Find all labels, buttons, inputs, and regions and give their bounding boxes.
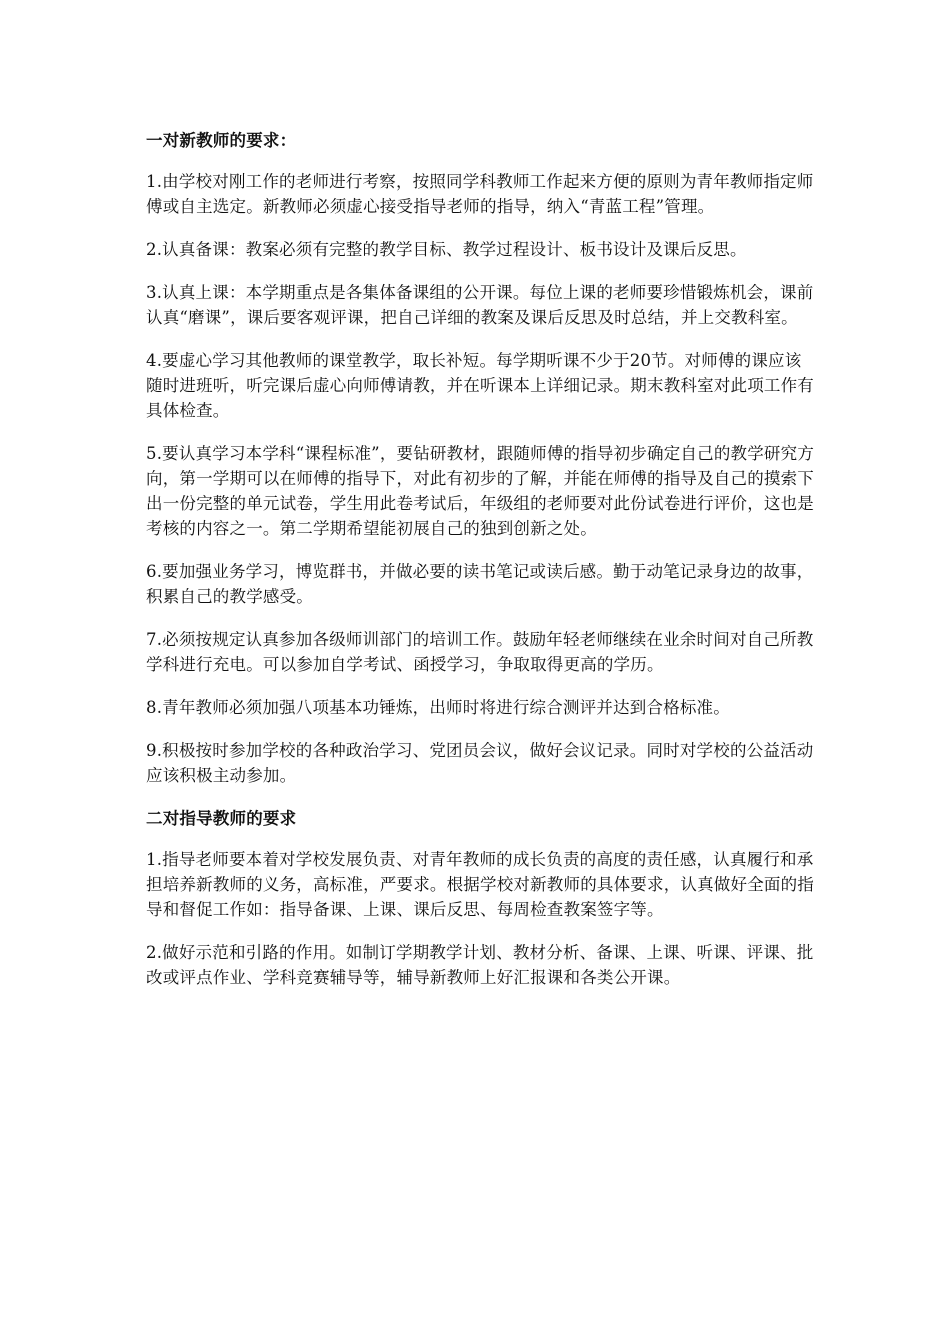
paragraph: 7.必须按规定认真参加各级师训部门的培训工作。鼓励年轻老师继续在业余时间对自己所教学科进行充电。可以参加自学考试、函授学习，争取取得更高的学历。 <box>146 630 814 674</box>
paragraph: 1.指导老师要本着对学校发展负责、对青年教师的成长负责的高度的责任感，认真履行和承担培养新教师的义务，高标准，严要求。根据学校对新教师的具体要求，认真做好全面的指导和督促工作如：指导备课、上课、课后反思、每周检查教案签字等。 <box>146 850 814 919</box>
paragraph: 5.要认真学习本学科“课程标准”，要钻研教材，跟随师傅的指导初步确定自己的教学研究方向，第一学期可以在师傅的指导下，对此有初步的了解，并能在师傅的指导及自己的摸索下出一份完整的单元试卷，学生用此卷考试后，年级组的老师要对此份试卷进行评价，这也是考核的内容之一。第二学期希望能初展自己的独到创新之处。 <box>146 444 815 538</box>
section-heading: 二对指导教师的要求 <box>146 809 297 828</box>
section-mentor-teachers <box>146 806 814 990</box>
paragraph: 3.认真上课：本学期重点是各集体备课组的公开课。每位上课的老师要珍惜锻炼机会，课前认真“磨课”，课后要客观评课，把自己详细的教案及课后反思及时总结，并上交教科室。 <box>146 283 814 327</box>
paragraph: 8.青年教师必须加强八项基本功锤炼，出师时将进行综合测评并达到合格标准。 <box>146 698 730 717</box>
paragraph: 2.认真备课：教案必须有完整的教学目标、教学过程设计、板书设计及课后反思。 <box>146 240 747 259</box>
section-new-teachers <box>146 128 814 788</box>
paragraph: 2.做好示范和引路的作用。如制订学期教学计划、教材分析、备课、上课、听课、评课、批改或评点作业、学科竞赛辅导等，辅导新教师上好汇报课和各类公开课。 <box>146 943 814 987</box>
paragraph: 4.要虚心学习其他教师的课堂教学，取长补短。每学期听课不少于20节。对师傅的课应该随时进班听，听完课后虚心向师傅请教，并在听课本上详细记录。期末教科室对此项工作有具体检查。 <box>146 351 814 420</box>
paragraph: 9.积极按时参加学校的各种政治学习、党团员会议，做好会议记录。同时对学校的公益活动应该积极主动参加。 <box>146 741 814 785</box>
section-heading: 一对新教师的要求： <box>146 131 297 150</box>
paragraph: 1.由学校对刚工作的老师进行考察，按照同学科教师工作起来方便的原则为青年教师指定师傅或自主选定。新教师必须虚心接受指导老师的指导，纳入“青蓝工程”管理。 <box>146 172 814 216</box>
document-page <box>146 128 814 1008</box>
paragraph: 6.要加强业务学习，博览群书，并做必要的读书笔记或读后感。勤于动笔记录身边的故事，积累自己的教学感受。 <box>146 562 814 606</box>
